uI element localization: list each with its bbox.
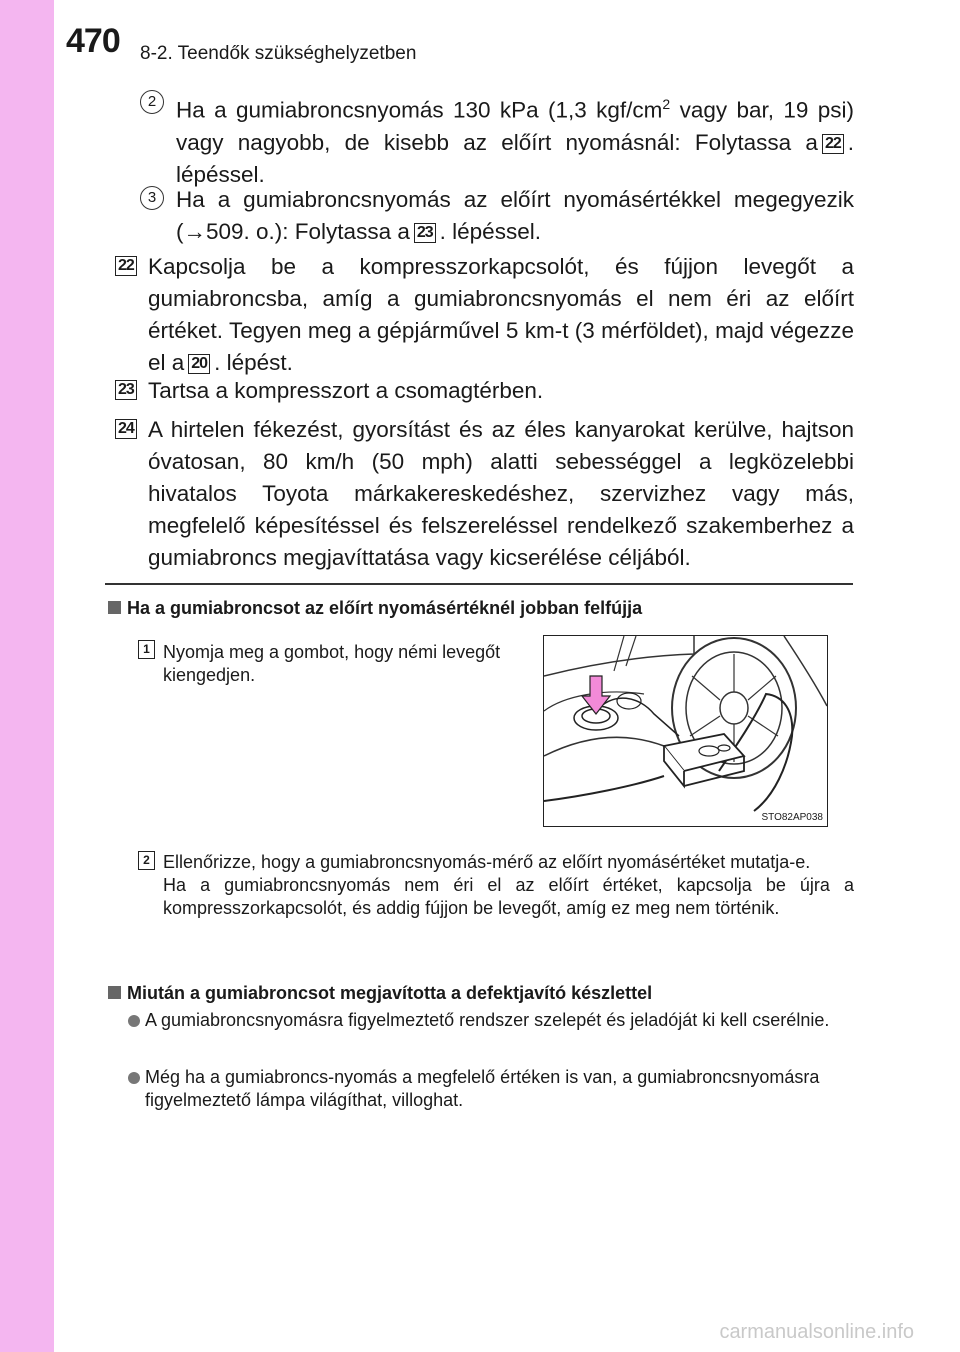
section-divider bbox=[105, 583, 853, 585]
step-23-text: Tartsa a kompresszort a csomagtérben. bbox=[148, 378, 544, 403]
compressor-wheel-illustration bbox=[544, 636, 827, 826]
sub-step-2-superscript: 2 bbox=[662, 96, 671, 112]
step-22-text-b: . lépést. bbox=[214, 350, 293, 375]
step-number-24: 24 bbox=[115, 419, 137, 439]
item-1-text: Nyomja meg a gombot, hogy némi levegőt kiengedjen. bbox=[163, 642, 501, 685]
sub-step-3 bbox=[176, 184, 854, 248]
sub-step-3-text-b: . lépéssel. bbox=[439, 219, 541, 244]
sub-step-2-text-a: Ha a gumiabroncsnyomás 130 kPa (1,3 kgf/cm bbox=[176, 97, 663, 123]
page-number: 470 bbox=[66, 22, 120, 60]
section-title: 8-2. Teendők szükséghelyzetben bbox=[140, 43, 417, 64]
step-circle-2: 2 bbox=[140, 90, 164, 114]
sub-step-3-text-a: Ha a gumiabroncsnyomás az előírt nyomásértékkel megegyezik (→509. o.): Folytassa a bbox=[176, 187, 854, 244]
item-2-text bbox=[163, 851, 854, 920]
sub-step-2 bbox=[176, 88, 854, 191]
step-24-text: A hirtelen fékezést, gyorsítást és az éles kanyarokat kerülve, hajtson óvatosan, 80 km/h (50 mph) alatti sebességgel a legközelebbi hivatalos Toyota márkakereskedéshez, szervizhez vagy más, megfelelő képesítéssel és felszereléssel rendelkező szakemberhez a gumiabroncs megjavíttatása vagy kicserélése céljából. bbox=[148, 417, 854, 570]
step-ref-20[interactable]: 20 bbox=[188, 354, 210, 374]
item-number-1: 1 bbox=[138, 640, 155, 659]
sub-step-2-text-b: vagy bar, 19 psi) vagy nagyobb, de kisebb az előírt nyomásnál: Folytassa a bbox=[176, 97, 854, 155]
watermark: carmanualsonline.info bbox=[719, 1321, 914, 1343]
heading-square-icon bbox=[108, 986, 121, 999]
page-sidebar-band bbox=[0, 0, 54, 1352]
illustration-pressure-release bbox=[543, 635, 828, 827]
figure-code: STO82AP038 bbox=[761, 812, 823, 823]
item-2-text-a: Ellenőrizze, hogy a gumiabroncsnyomás-mérő az előírt nyomásértéket mutatja-e. bbox=[163, 852, 811, 872]
bullet-dot-icon bbox=[128, 1015, 140, 1027]
after-repair-bullet-1: A gumiabroncsnyomásra figyelmeztető rendszer szelepét és jeladóját ki kell cserélnie. bbox=[145, 1010, 830, 1030]
sub-step-2-text-c: . lépéssel. bbox=[176, 129, 854, 187]
section-heading-after-repair-text: Miután a gumiabroncsot megjavította a defektjavító készlettel bbox=[127, 983, 653, 1003]
bullet-dot-icon bbox=[128, 1072, 140, 1084]
step-ref-22[interactable]: 22 bbox=[822, 134, 844, 154]
step-22 bbox=[148, 251, 854, 379]
item-number-2: 2 bbox=[138, 851, 155, 870]
item-2-text-b: Ha a gumiabroncsnyomás nem éri el az előírt értéket, kapcsolja be újra a kompresszorkapcsolót, és addig fújjon be levegőt, amíg ez meg nem történik. bbox=[163, 875, 854, 918]
step-circle-3: 3 bbox=[140, 186, 164, 210]
step-22-text-a: Kapcsolja be a kompresszorkapcsolót, és fújjon levegőt a gumiabroncsba, amíg a gumiabroncsnyomás el nem éri az előírt értéket. Tegyen meg a gépjárművel 5 km-t (3 mérföldet), majd végezze el a bbox=[148, 254, 854, 375]
section-heading-overinflated-text: Ha a gumiabroncsot az előírt nyomásértéknél jobban felfújja bbox=[127, 598, 643, 618]
section-heading-after-repair bbox=[108, 983, 652, 1004]
step-number-22: 22 bbox=[115, 256, 137, 276]
section-heading-overinflated bbox=[108, 598, 642, 619]
after-repair-bullet-2: Még ha a gumiabroncs-nyomás a megfelelő értéken is van, a gumiabroncsnyomásra figyelmeztető lámpa világíthat, villoghat. bbox=[145, 1067, 820, 1110]
step-ref-23[interactable]: 23 bbox=[414, 223, 436, 243]
step-number-23: 23 bbox=[115, 380, 137, 400]
heading-square-icon bbox=[108, 601, 121, 614]
